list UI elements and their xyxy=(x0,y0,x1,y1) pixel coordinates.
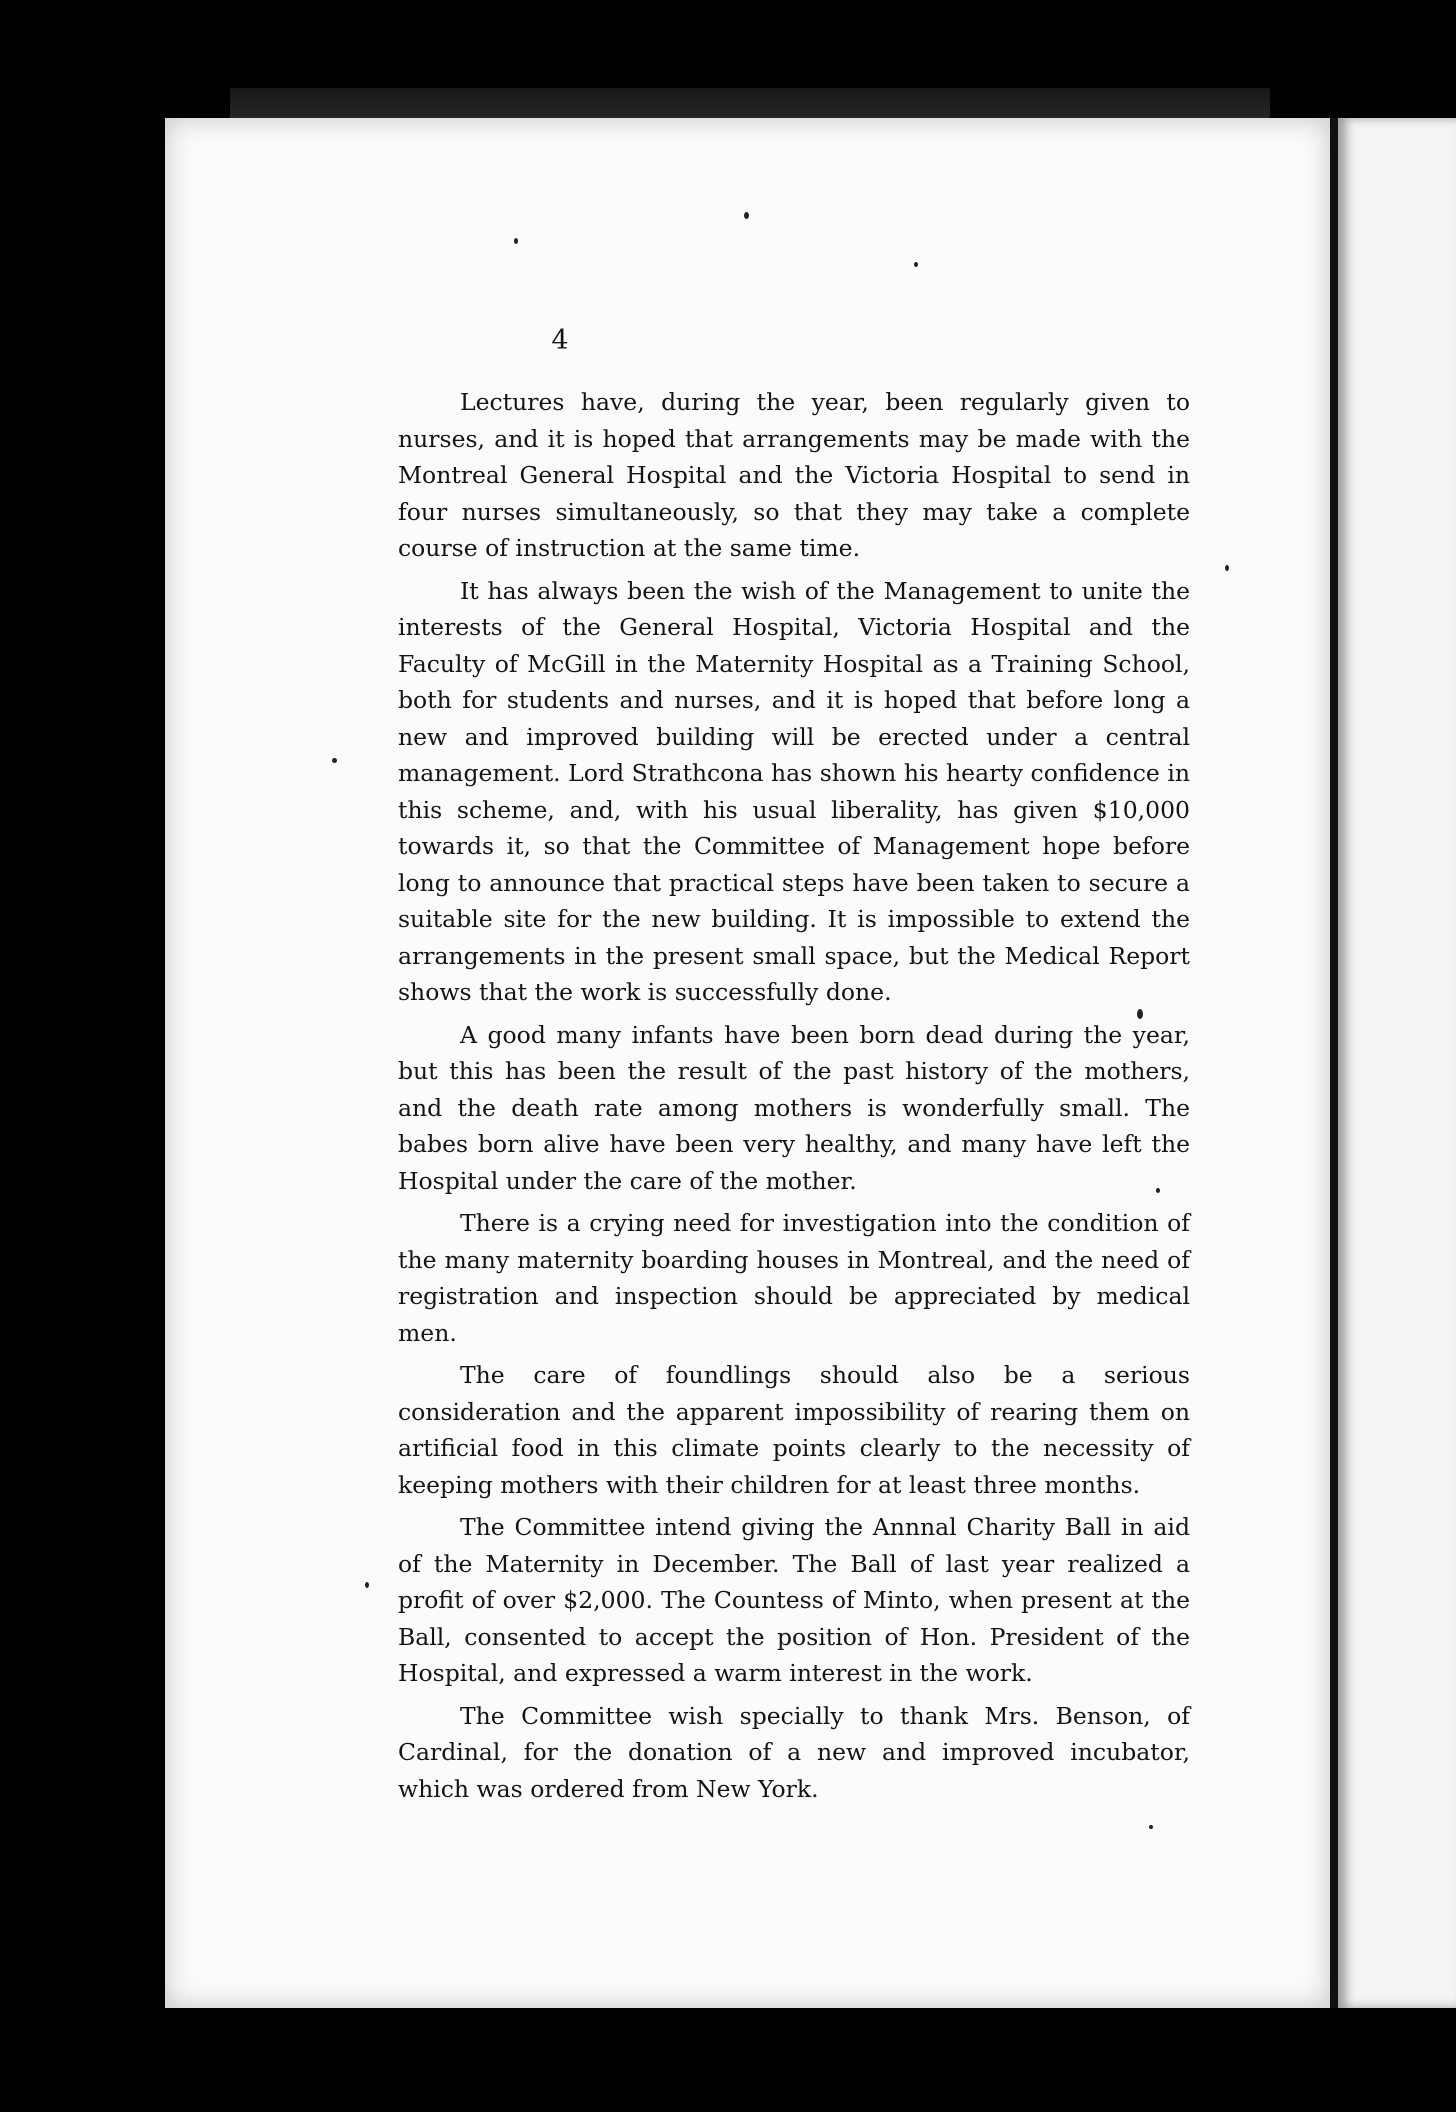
page-top-edge xyxy=(230,88,1270,122)
dust-speck xyxy=(744,212,749,219)
paragraph-charity-ball: The Committee intend giving the Annnal Charity Ball in aid of the Maternity in December. The Ball of last year realized a profit of over $2,000. The Countess of Minto, when present at the Ball, consented to accept the position of Hon. President of the Hospital, and expressed a warm interest in the work. xyxy=(398,1513,1190,1687)
dust-speck xyxy=(365,1582,369,1588)
dust-speck xyxy=(514,238,518,244)
paragraph-incubator: The Committee wish specially to thank Mrs. Benson, of Cardinal, for the donation of a new and improved incubator, which was ordered from New York. xyxy=(398,1701,1190,1803)
dust-speck xyxy=(914,262,918,267)
dust-speck xyxy=(1225,565,1229,571)
paragraph-training-school: It has always been the wish of the Management to unite the interests of the General Hospital, Victoria Hospital and the Faculty of McGill in the Maternity Hospital as a Training School, both for students and nurses, and it is hoped that before long a new and improved building will be erected under a central management. Lord Strathcona has shown his hearty confidence in this scheme, and, with his usual liberality, has given $10,000 towards it, so that the Committee of Management hope before long to announce that practical steps have been taken to secure a suitable site for the new building. It is impossible to extend the arrangements in the present small space, but the Medical Report shows that the work is successfully done. xyxy=(398,576,1190,1006)
adjacent-page-edge xyxy=(1338,118,1456,2008)
dust-speck xyxy=(332,758,337,763)
paragraph-nurses-lectures: Lectures have, during the year, been regularly given to nurses, and it is hoped that arrangements may be made with the Montreal General Hospital and the Victoria Hospital to send in four nurses simultaneously, so that they may take a complete course of instruction at the same time. xyxy=(398,388,1190,562)
dust-speck xyxy=(1149,1825,1153,1829)
paragraph-infants: A good many infants have been born dead during the year, but this has been the result of the past history of the mothers, and the death rate among mothers is wonderfully small. The babes born alive have been very healthy, and many have left the Hospital under the care of the mother. xyxy=(398,1020,1190,1195)
paragraph-foundlings: The care of foundlings should also be a serious consideration and the apparent impossibility of rearing them on artificial food in this climate points clearly to the necessity of keeping mothers with their children for at least three months. xyxy=(398,1361,1190,1499)
paragraph-boarding-houses: There is a crying need for investigation into the condition of the many maternity boarding houses in Montreal, and the need of registration and inspection should be appreciated by medical men. xyxy=(398,1209,1190,1347)
page-number: 4 xyxy=(551,325,569,356)
body-text xyxy=(398,384,1190,1813)
